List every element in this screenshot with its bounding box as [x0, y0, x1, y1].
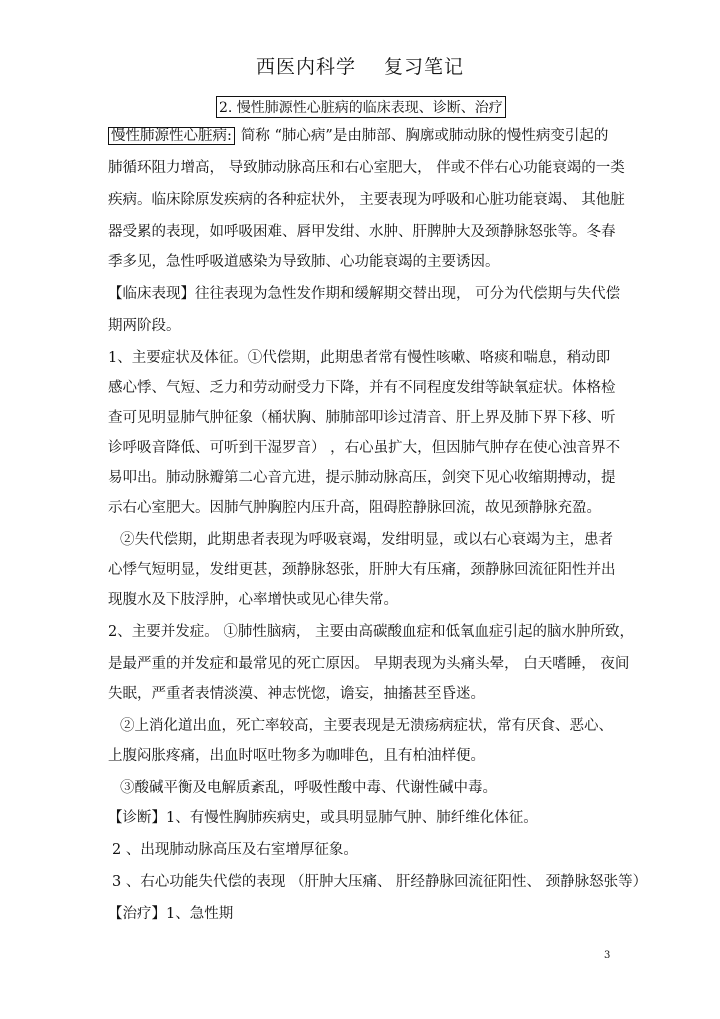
clinical-line-11: 现腹水及下肢浮肿，心率增快或见心律失常。 [108, 592, 398, 608]
clinical-line-16: 上腹闷胀疼痛，出血时呕吐物多为咖啡色，且有柏油样便。 [108, 748, 485, 764]
clinical-line-5: 查可见明显肺气肿征象（桶状胸、肺肺部叩诊过清音、肝上界及肺下界下移、听 [108, 410, 616, 426]
clinical-line-15: ②上消化道出血，死亡率较高，主要表现是无溃疡病症状，常有厌食、恶心、 [120, 718, 613, 734]
section-heading: 2. 慢性肺源性心脏病的临床表现、诊断、治疗 [216, 96, 506, 118]
page-title [0, 52, 720, 79]
clinical-line-10: 心悸气短明显，发绀更甚，颈静脉怒张，肝肿大有压痛，颈静脉回流征阳性并出 [108, 562, 616, 578]
clinical-line-6: 诊呼吸音降低、可听到干湿罗音） ，右心虽扩大，但因肺气肿存在使心浊音界不 [108, 440, 621, 456]
page-number: 3 [604, 950, 611, 961]
diagnosis-line-2: 2 、出现肺动脉高压及右室增厚征象。 [112, 842, 358, 858]
clinical-line-8: 示右心室肥大。因肺气肿胸腔内压升高，阻碍腔静脉回流，故见颈静脉充盈。 [108, 500, 601, 516]
clinical-line-12: 2、主要并发症。 ①肺性脑病， 主要由高碳酸血症和低氧血症引起的脑水肿所致， [108, 624, 634, 640]
intro-line-1-text: 简称 “肺心病”是由肺部、胸廓或肺动脉的慢性病变引起的 [240, 128, 609, 144]
clinical-line-9: ②失代偿期，此期患者表现为呼吸衰竭，发绀明显，或以右心衰竭为主，患者 [120, 532, 613, 548]
title-right: 复习笔记 [384, 56, 465, 78]
intro-line-5: 季多见，急性呼吸道感染为导致肺、心功能衰竭的主要诱因。 [108, 254, 500, 270]
intro-line-2: 肺循环阻力增高， 导致肺动脉高压和右心室肥大， 伴或不伴右心功能衰竭的一类 [108, 160, 625, 176]
clinical-line-1: 【临床表现】往往表现为急性发作期和缓解期交替出现， 可分为代偿期与失代偿 [108, 286, 621, 302]
intro-line-3: 疾病。临床除原发疾病的各种症状外， 主要表现为呼吸和心脏功能衰竭、 其他脏 [108, 192, 625, 208]
intro-line-4: 器受累的表现，如呼吸困难、唇甲发绀、水肿、肝脾肿大及颈静脉怒张等。冬春 [108, 224, 616, 240]
intro-line-1 [108, 126, 608, 146]
clinical-line-2: 期两阶段。 [108, 318, 181, 334]
clinical-line-3: 1、主要症状及体征。①代偿期，此期患者常有慢性咳嗽、咯痰和喘息，稍动即 [108, 350, 611, 366]
treatment-line-1: 【治疗】1、急性期 [108, 906, 234, 922]
clinical-line-4: 感心悸、气短、乏力和劳动耐受力下降，并有不同程度发绀等缺氧症状。体格检 [108, 380, 616, 396]
clinical-line-14: 失眠，严重者表情淡漠、神志恍惚，谵妄，抽搐甚至昏迷。 [108, 686, 485, 702]
clinical-line-17: ③酸碱平衡及电解质紊乱，呼吸性酸中毒、代谢性碱中毒。 [120, 780, 497, 796]
clinical-line-7: 易叩出。肺动脉瓣第二心音亢进，提示肺动脉高压，剑突下见心收缩期搏动，提 [108, 470, 616, 486]
diagnosis-line-1: 【诊断】1、有慢性胸肺疾病史，或具明显肺气肿、肺纤维化体征。 [108, 810, 538, 826]
clinical-line-13: 是最严重的并发症和最常见的死亡原因。 早期表现为头痛头晕， 白天嗜睡， 夜间 [108, 656, 630, 672]
title-left: 西医内科学 [255, 56, 356, 78]
diagnosis-line-3: 3 、右心功能失代偿的表现 （肝肿大压痛、 肝经静脉回流征阳性、 颈静脉怒张等） [112, 874, 648, 890]
term-label: 慢性肺源性心脏病: [108, 127, 235, 145]
